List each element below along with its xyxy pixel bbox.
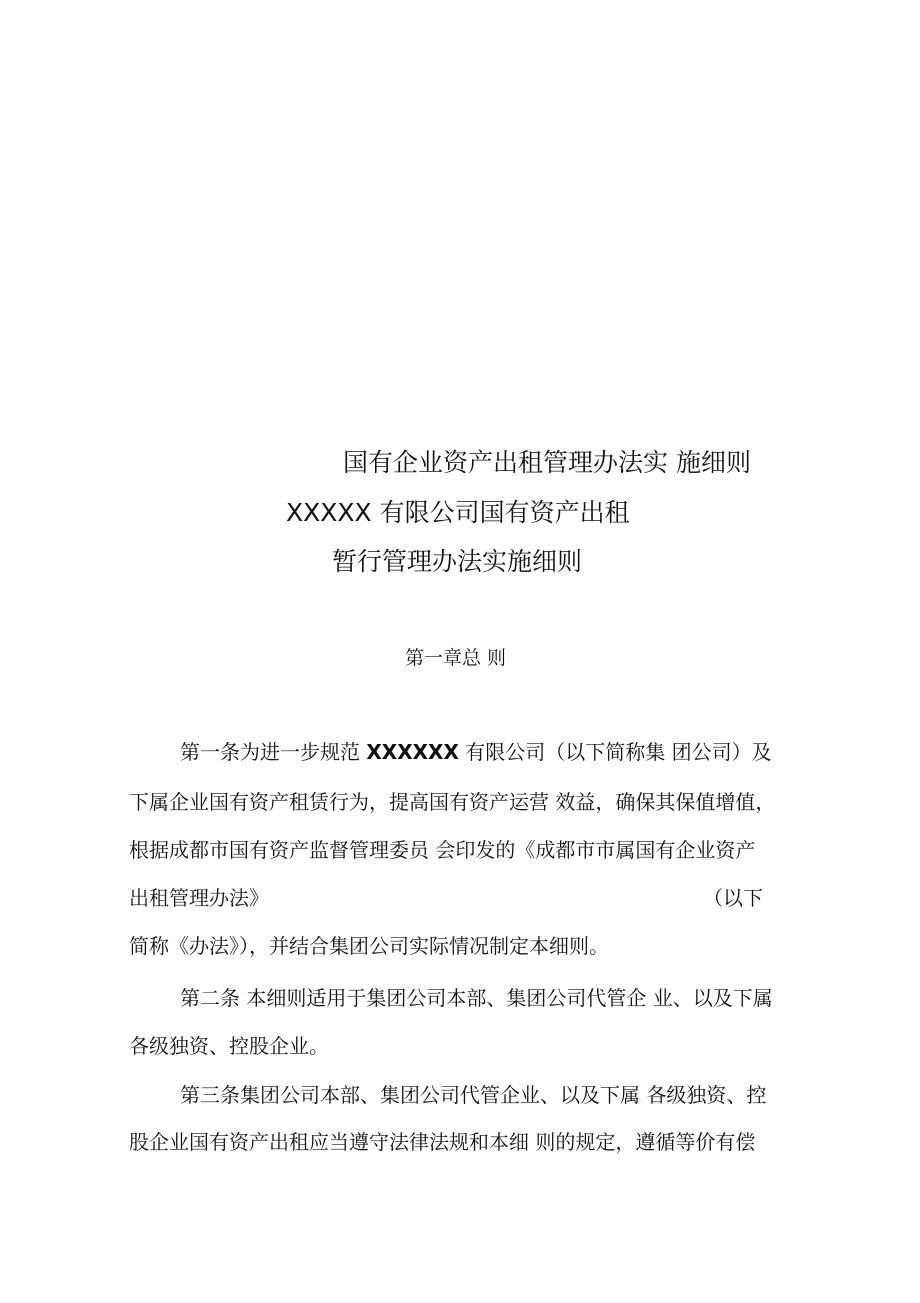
document-title-line-3: 暂行管理办法实施细则 — [332, 547, 583, 576]
article-3-line-1: 第三条集团公司本部、集团公司代管企业、以及下属 各级独资、控 — [180, 1083, 767, 1107]
article-1-line-2: 下属企业国有资产租赁行为，提高国有资产运营 效益，确保其保值增值， — [129, 790, 776, 814]
article-2-line-2: 各级独资、控股企业。 — [129, 1034, 329, 1058]
document-title-line-1: 国有企业资产出租管理办法实 施细则 — [343, 448, 751, 477]
article-1-line-1 — [180, 742, 772, 762]
article-1-line-4: 出租管理办法》 — [129, 886, 269, 910]
chapter-heading: 第一章总 则 — [405, 647, 507, 669]
article-1-line-1-post: 有限公司（以下简称集 团公司）及 — [458, 740, 772, 764]
article-1-line-4-tail: （以下 — [703, 886, 763, 910]
document-title-line-2: XXXXX 有限公司国有资产出租 — [286, 498, 630, 527]
article-1-line-3: 根据成都市国有资产监督管理委员 会印发的《成都市市属国有企业资产 — [129, 838, 756, 862]
article-3-line-2: 股企业国有资产出租应当遵守法律法规和本细 则的规定，遵循等价有偿 — [129, 1130, 756, 1154]
article-1-line-5: 简称《办法》），并结合集团公司实际情况制定本细则。 — [129, 934, 609, 958]
article-2-line-1: 第二条 本细则适用于集团公司本部、集团公司代管企 业、以及下属 — [180, 986, 773, 1010]
article-1-line-1-pre: 第一条为进一步规范 — [180, 740, 367, 764]
company-name-placeholder: XXXXXX — [366, 740, 459, 764]
